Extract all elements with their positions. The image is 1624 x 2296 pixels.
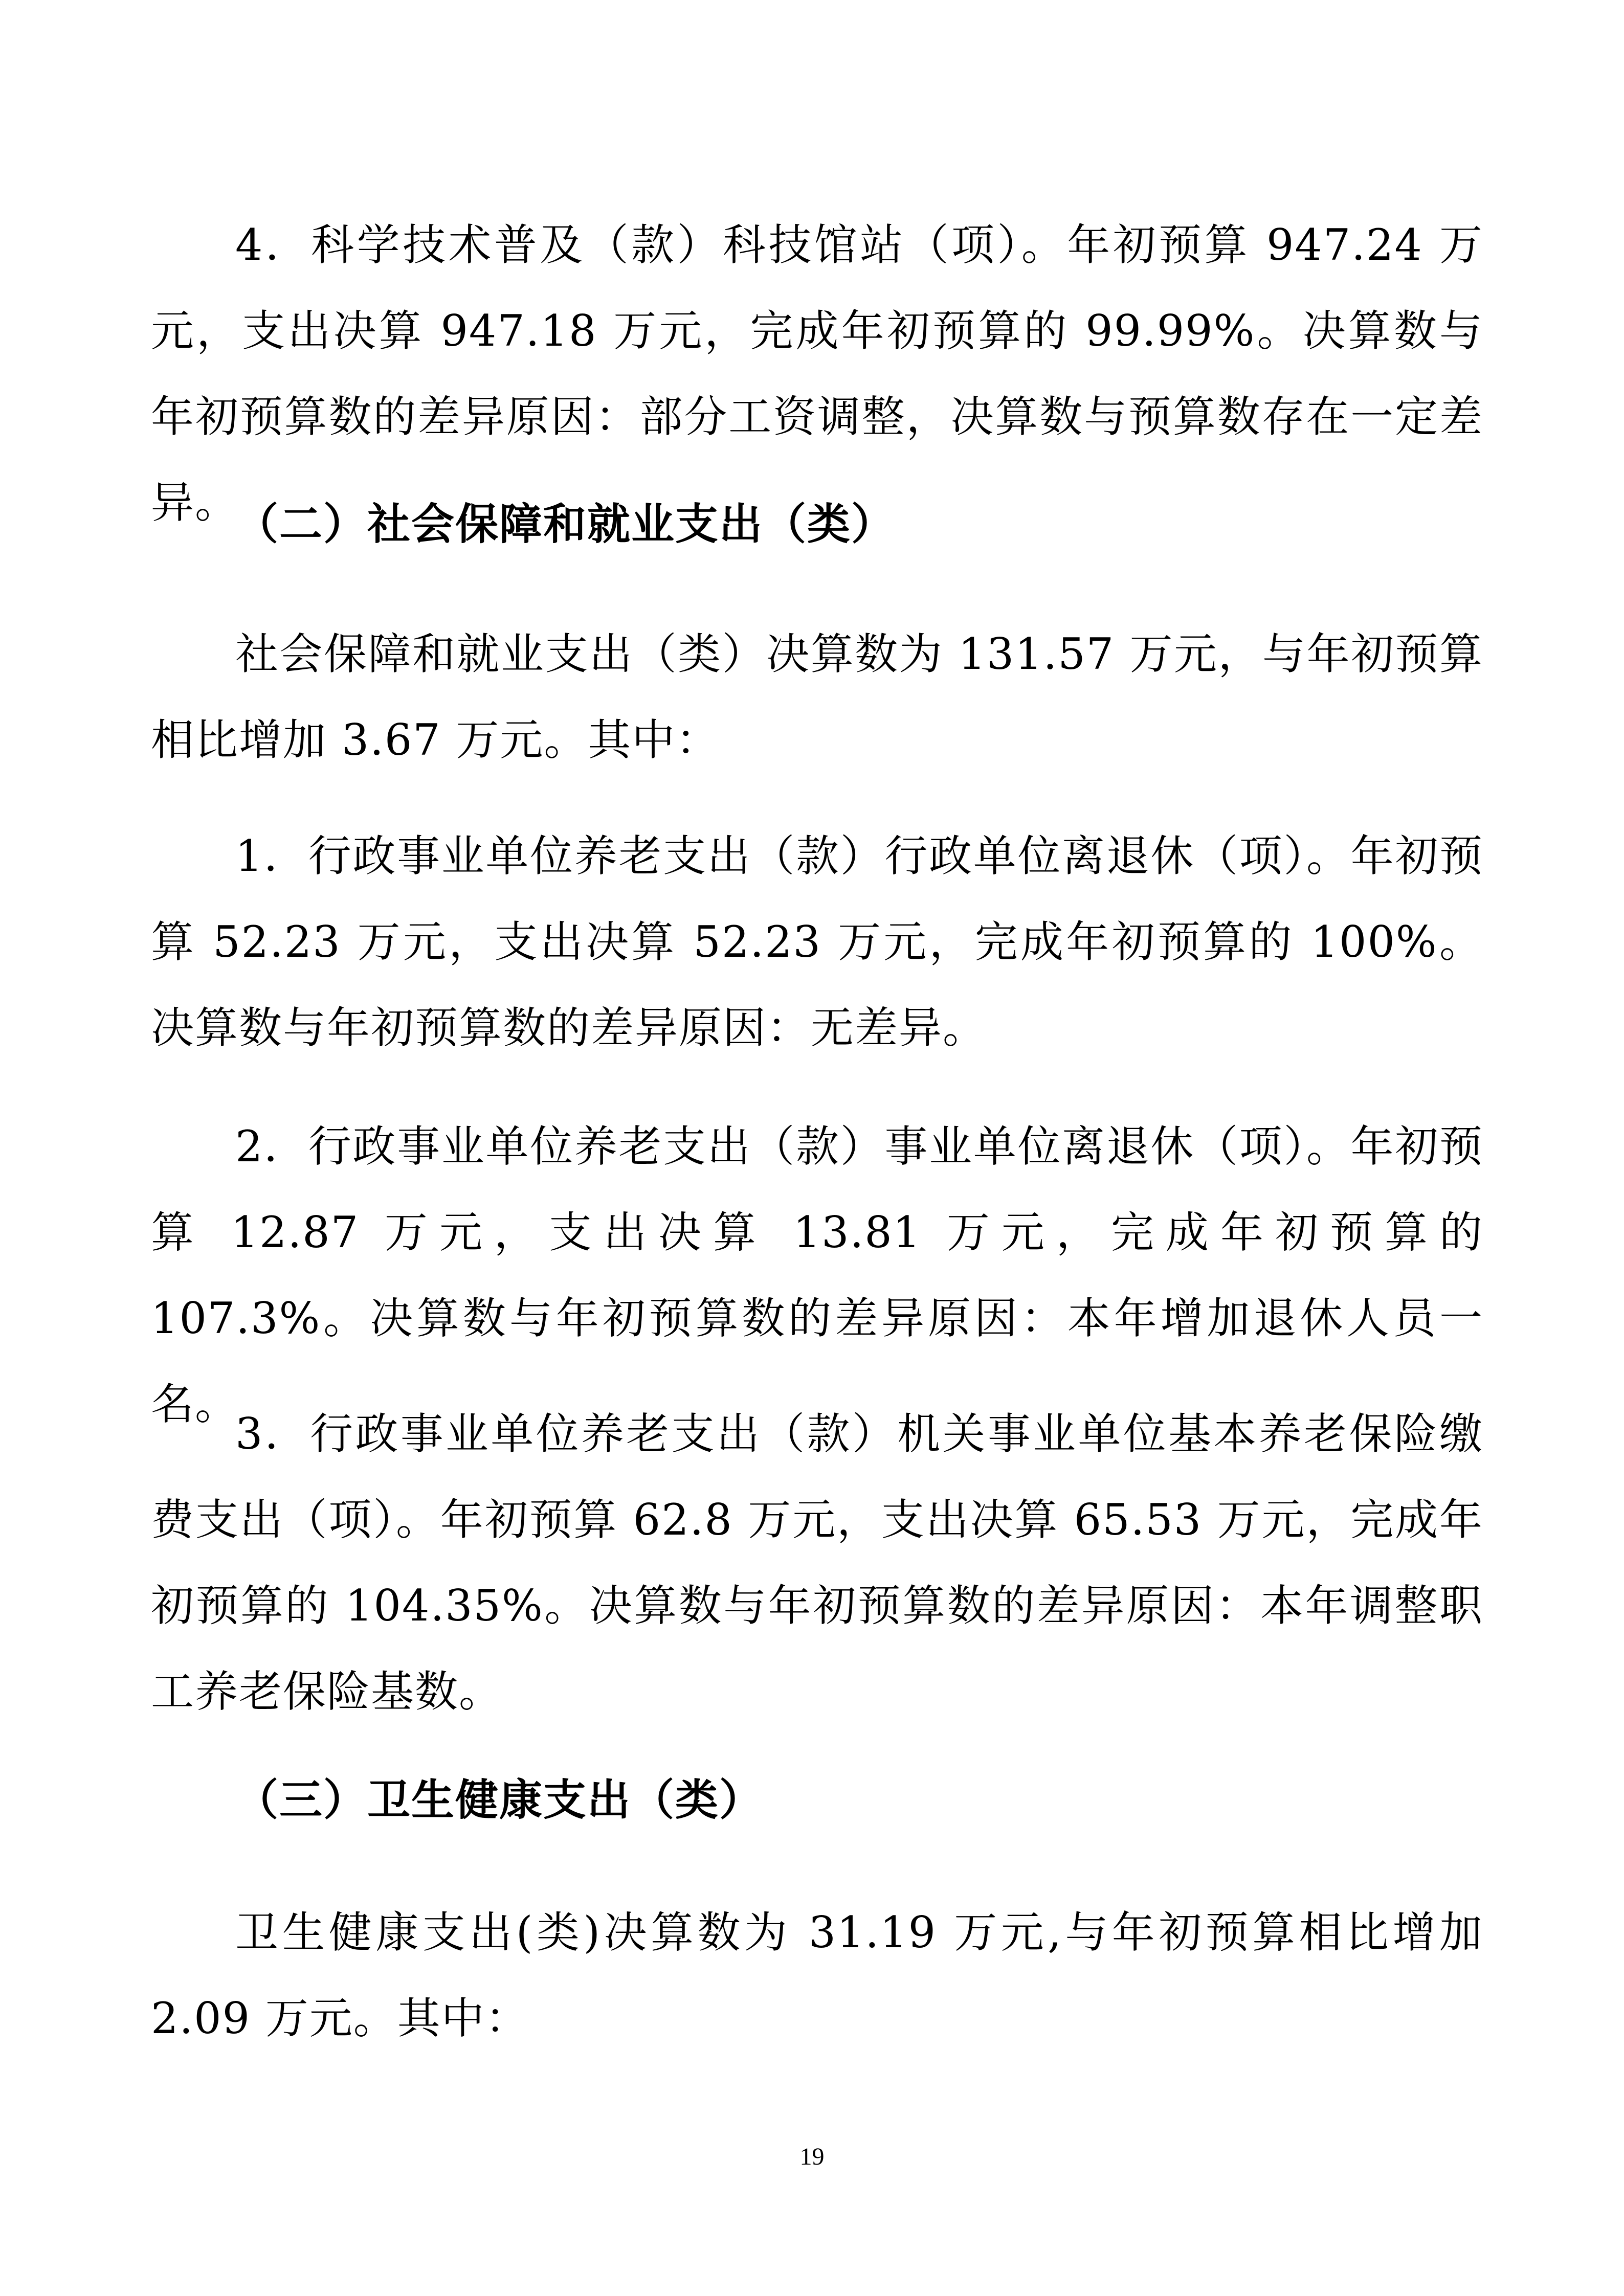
page-number: 19 — [799, 2143, 825, 2170]
heading-health: （三）卫生健康支出（类） — [235, 1774, 764, 1825]
paragraph-pension-insurance: 3．行政事业单位养老支出（款）机关事业单位基本养老保险缴费支出（项）。年初预算 62.8 万元，支出决算 65.53 万元，完成年初预算的 104.35%。决算数与年初预算数的差异原因：本年调整职工养老保险基数。 — [151, 1409, 1483, 1717]
paragraph-science-venues: 4．科学技术普及（款）科技馆站（项）。年初预算 947.24 万元，支出决算 947.18 万元，完成年初预算的 99.99%。决算数与年初预算数的差异原因：部分工资调整，决算数与预算数存在一定差异。 — [151, 220, 1483, 528]
paragraph-health-summary: 卫生健康支出(类)决算数为 31.19 万元,与年初预算相比增加 2.09 万元。其中： — [151, 1907, 1483, 2043]
paragraph-social-security-summary: 社会保障和就业支出（类）决算数为 131.57 万元，与年初预算相比增加 3.67 万元。其中： — [151, 629, 1483, 765]
heading-social-security: （二）社会保障和就业支出（类） — [235, 499, 896, 549]
paragraph-institution-retirement: 2．行政事业单位养老支出（款）事业单位离退休（项）。年初预算 12.87 万元，支出决算 13.81 万元，完成年初预算的 107.3%。决算数与年初预算数的差异原因：本年增加退休人员一名。 — [151, 1121, 1483, 1429]
paragraph-admin-retirement: 1．行政事业单位养老支出（款）行政单位离退休（项）。年初预算 52.23 万元，支出决算 52.23 万元，完成年初预算的 100%。决算数与年初预算数的差异原因：无差异。 — [151, 831, 1483, 1053]
